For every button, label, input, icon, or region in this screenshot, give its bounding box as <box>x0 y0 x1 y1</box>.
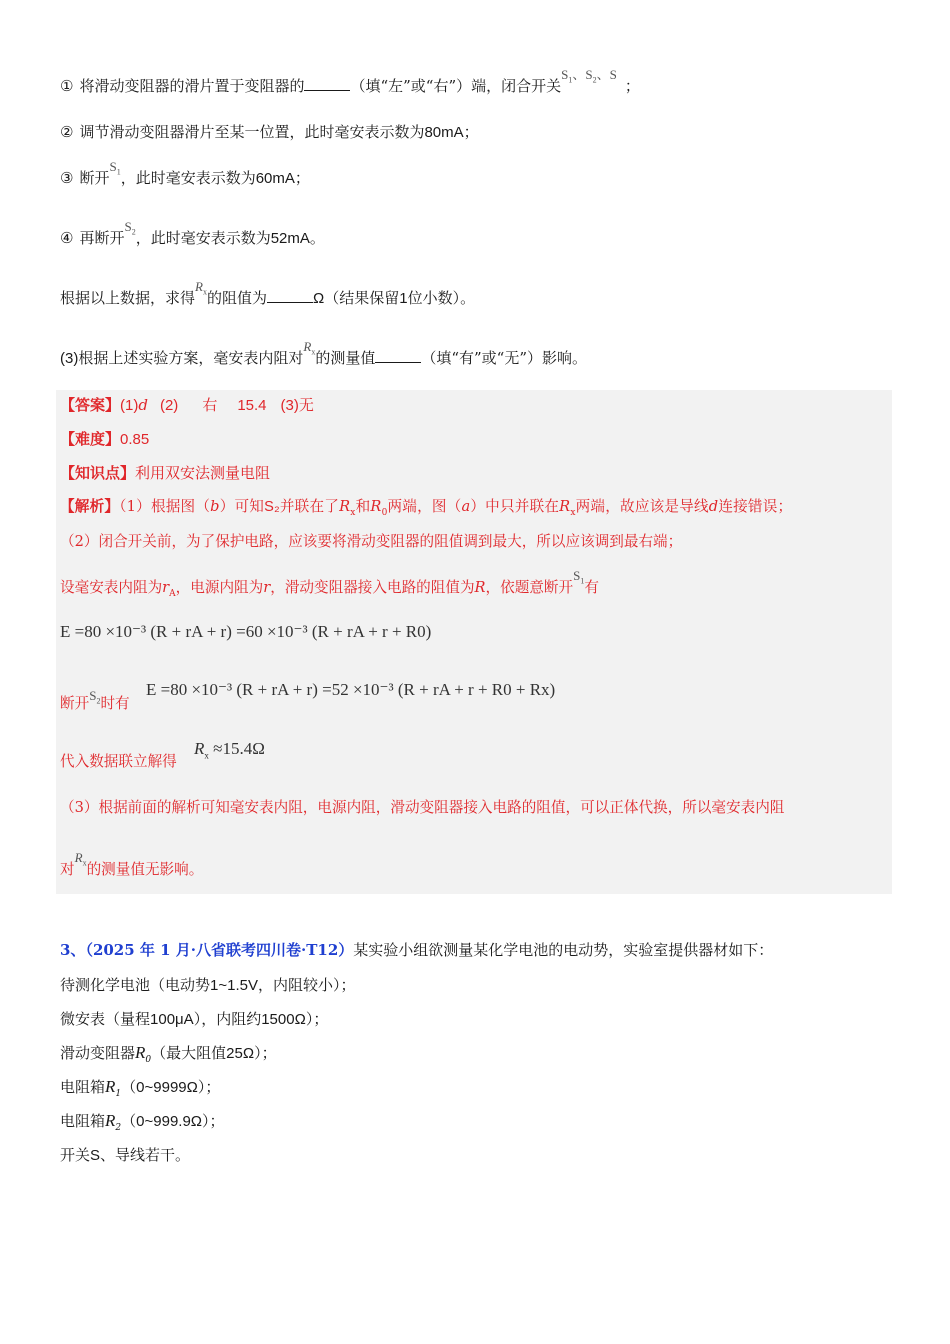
equipment-item-3: 滑动变阻器$R_0$（最大阻值25Ω）； <box>60 1043 277 1065</box>
analysis-line-3: 设毫安表内阻为$r_A$，电源内阻为r，滑动变阻器接入电路的阻值为R，依题意断开$S_1$有 <box>60 568 599 599</box>
rx-symbol: $R_x$ <box>303 339 316 357</box>
switch-s2-symbol: $S_2$ <box>89 688 101 706</box>
blank-left-right[interactable] <box>304 76 350 91</box>
analysis-line-1: 【解析】（1）根据图（b）可知S₂并联在了$R_x$和$R_0$两端，图（a）中只并联在$R_x$两端，故应该是导线d连接错误； <box>60 498 793 518</box>
step-1-number: ① <box>60 77 74 95</box>
switch-s1-symbol: $S_1$ <box>109 159 121 177</box>
step-1: ① 将滑动变阻器的滑片置于变阻器的 （填“左”或“右”）端，闭合开关$S_1$、$S_2$、S； <box>60 67 640 95</box>
analysis-line-6: （3）根据前面的解析可知毫安表内阻，电源内阻，滑动变阻器接入电路的阻值，可以正体代换，所以毫安表内阻 <box>60 799 785 816</box>
switch-s1-symbol: $S_1$、$S_2$、S <box>561 67 617 85</box>
blank-rx-value[interactable] <box>267 288 313 303</box>
rx-symbol: $R_x$ <box>195 279 207 297</box>
switch-s2-symbol: $S_2$ <box>124 219 136 237</box>
calc-line: 根据以上数据，求得$R_x$的阻值为 Ω（结果保留1位小数）。 <box>60 279 476 307</box>
question-3: (3)根据上述实验方案，毫安表内阻对$R_x$的测量值 （填“有”或“无”）影响。 <box>60 339 588 367</box>
difficulty-line: 【难度】0.85 <box>60 430 150 448</box>
step-2: ② 调节滑动变阻器滑片至某一位置，此时毫安表示数为80mA； <box>60 123 479 141</box>
analysis-line-4: 断开$S_2$时有 <box>60 688 130 712</box>
equipment-item-1: 待测化学电池（电动势1~1.5V，内阻较小）； <box>60 976 356 994</box>
step-4: ④ 再断开$S_2$，此时毫安表示数为52mA。 <box>60 219 325 247</box>
equipment-item-6: 开关S、导线若干。 <box>60 1146 191 1164</box>
equation-1: E =80 ×10⁻³ (R + rA + r) =60 ×10⁻³ (R + rA + r + R0) <box>60 622 432 641</box>
equipment-item-4: 电阻箱$R_1(0\sim 9999\Omega)$； <box>60 1077 221 1099</box>
analysis-line-5: 代入数据联立解得 <box>60 753 177 770</box>
result-rx: $R_x \approx 15.4\Omega$ <box>194 739 265 761</box>
analysis-line-2: （2）闭合开关前，为了保护电路，应该要将滑动变阻器的阻值调到最大，所以应该调到最右端； <box>60 533 683 550</box>
equipment-item-2: 微安表（量程100μA），内阻约1500Ω）； <box>60 1010 329 1028</box>
switch-s1-symbol: $S_1$ <box>573 568 585 586</box>
step-3: ③ 断开$S_1$，此时毫安表示数为60mA； <box>60 159 310 187</box>
problem-3-header: 3、（2025 年 1 月·八省联考四川卷·T12）某实验小组欲测量某化学电池的电动势，实验室提供器材如下： <box>60 941 774 959</box>
analysis-line-7: 对$R_x$的测量值无影响。 <box>60 850 204 878</box>
knowledge-line: 【知识点】利用双安法测量电阻 <box>60 464 271 482</box>
equipment-item-5: 电阻箱$R_2(0\sim 999.9\Omega)$； <box>60 1111 225 1133</box>
answer-line: 【答案】(1)d (2) 右 15.4 (3)无 <box>60 396 314 414</box>
blank-effect[interactable] <box>375 348 421 363</box>
equation-2: E =80 ×10⁻³ (R + rA + r) =52 ×10⁻³ (R + rA + r + R0 + Rx) <box>146 680 556 699</box>
rx-symbol: $R_x$ <box>74 850 87 868</box>
